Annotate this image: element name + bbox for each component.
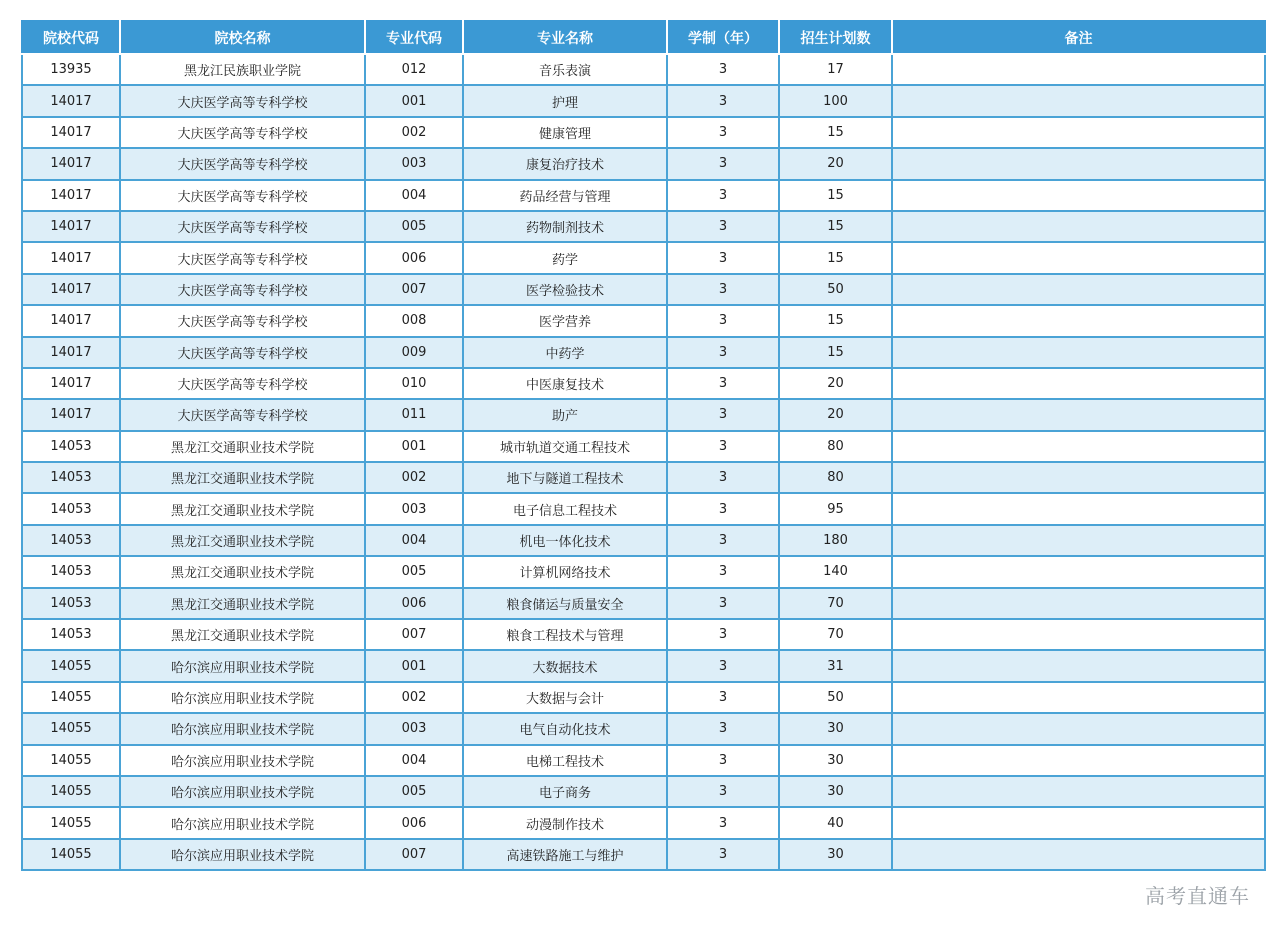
cell-major-name: 医学检验技术	[463, 274, 667, 305]
table-row	[22, 305, 1265, 336]
cell-major-code: 004	[365, 745, 463, 776]
cell-major-name: 电梯工程技术	[463, 745, 667, 776]
cell-major-name: 医学营养	[463, 305, 667, 336]
cell-plan-count: 70	[779, 588, 892, 619]
cell-school-name: 黑龙江交通职业技术学院	[120, 588, 365, 619]
header-school-name: 院校名称	[120, 21, 365, 54]
cell-school-name: 黑龙江交通职业技术学院	[120, 525, 365, 556]
cell-school-name: 大庆医学高等专科学校	[120, 211, 365, 242]
cell-remarks	[892, 745, 1265, 776]
table-row	[22, 274, 1265, 305]
cell-school-name: 哈尔滨应用职业技术学院	[120, 776, 365, 807]
cell-school-name: 哈尔滨应用职业技术学院	[120, 682, 365, 713]
cell-major-code: 001	[365, 431, 463, 462]
cell-duration: 3	[667, 776, 779, 807]
cell-major-name: 粮食工程技术与管理	[463, 619, 667, 650]
cell-major-code: 008	[365, 305, 463, 336]
table-row	[22, 839, 1265, 870]
cell-school-code: 14055	[22, 745, 120, 776]
cell-duration: 3	[667, 54, 779, 85]
cell-remarks	[892, 525, 1265, 556]
cell-major-name: 中医康复技术	[463, 368, 667, 399]
cell-major-code: 010	[365, 368, 463, 399]
cell-school-name: 黑龙江交通职业技术学院	[120, 619, 365, 650]
cell-duration: 3	[667, 462, 779, 493]
cell-duration: 3	[667, 305, 779, 336]
cell-school-code: 14053	[22, 588, 120, 619]
cell-remarks	[892, 776, 1265, 807]
cell-school-code: 14055	[22, 776, 120, 807]
cell-school-code: 14055	[22, 839, 120, 870]
cell-plan-count: 20	[779, 399, 892, 430]
header-duration: 学制（年）	[667, 21, 779, 54]
cell-remarks	[892, 431, 1265, 462]
cell-plan-count: 100	[779, 85, 892, 116]
cell-major-name: 城市轨道交通工程技术	[463, 431, 667, 462]
cell-plan-count: 15	[779, 180, 892, 211]
cell-major-code: 007	[365, 274, 463, 305]
cell-school-name: 大庆医学高等专科学校	[120, 242, 365, 273]
cell-plan-count: 31	[779, 650, 892, 681]
cell-duration: 3	[667, 431, 779, 462]
cell-duration: 3	[667, 713, 779, 744]
cell-plan-count: 30	[779, 745, 892, 776]
cell-plan-count: 180	[779, 525, 892, 556]
watermark-text: 高考直通车	[1145, 884, 1250, 908]
cell-major-name: 药物制剂技术	[463, 211, 667, 242]
cell-school-code: 14053	[22, 619, 120, 650]
cell-major-code: 004	[365, 525, 463, 556]
cell-duration: 3	[667, 588, 779, 619]
cell-major-code: 009	[365, 337, 463, 368]
cell-remarks	[892, 493, 1265, 524]
cell-plan-count: 15	[779, 242, 892, 273]
cell-remarks	[892, 556, 1265, 587]
cell-duration: 3	[667, 525, 779, 556]
cell-school-name: 大庆医学高等专科学校	[120, 85, 365, 116]
cell-school-code: 14017	[22, 211, 120, 242]
cell-remarks	[892, 713, 1265, 744]
cell-major-name: 健康管理	[463, 117, 667, 148]
cell-school-code: 14053	[22, 525, 120, 556]
cell-school-name: 大庆医学高等专科学校	[120, 368, 365, 399]
cell-major-code: 007	[365, 839, 463, 870]
table-row	[22, 682, 1265, 713]
table-row	[22, 148, 1265, 179]
cell-remarks	[892, 211, 1265, 242]
cell-plan-count: 15	[779, 305, 892, 336]
cell-remarks	[892, 274, 1265, 305]
table-row	[22, 776, 1265, 807]
cell-plan-count: 17	[779, 54, 892, 85]
cell-school-name: 哈尔滨应用职业技术学院	[120, 807, 365, 838]
cell-school-code: 14017	[22, 180, 120, 211]
cell-school-code: 14017	[22, 242, 120, 273]
cell-remarks	[892, 650, 1265, 681]
cell-school-name: 大庆医学高等专科学校	[120, 337, 365, 368]
cell-major-name: 粮食储运与质量安全	[463, 588, 667, 619]
cell-school-name: 大庆医学高等专科学校	[120, 148, 365, 179]
cell-major-name: 大数据与会计	[463, 682, 667, 713]
cell-school-name: 大庆医学高等专科学校	[120, 274, 365, 305]
cell-school-code: 14053	[22, 462, 120, 493]
cell-remarks	[892, 839, 1265, 870]
header-plan-count: 招生计划数	[779, 21, 892, 54]
cell-major-code: 006	[365, 588, 463, 619]
table-row	[22, 399, 1265, 430]
table-row	[22, 588, 1265, 619]
cell-school-name: 黑龙江民族职业学院	[120, 54, 365, 85]
cell-remarks	[892, 619, 1265, 650]
cell-remarks	[892, 85, 1265, 116]
cell-major-code: 005	[365, 211, 463, 242]
header-major-code: 专业代码	[365, 21, 463, 54]
cell-major-code: 012	[365, 54, 463, 85]
table-row	[22, 180, 1265, 211]
table-row	[22, 431, 1265, 462]
cell-duration: 3	[667, 619, 779, 650]
header-major-name: 专业名称	[463, 21, 667, 54]
cell-school-code: 14017	[22, 274, 120, 305]
cell-school-code: 14017	[22, 148, 120, 179]
cell-duration: 3	[667, 242, 779, 273]
cell-remarks	[892, 180, 1265, 211]
cell-school-name: 哈尔滨应用职业技术学院	[120, 713, 365, 744]
cell-remarks	[892, 148, 1265, 179]
table-body	[22, 54, 1265, 870]
cell-school-code: 14055	[22, 807, 120, 838]
cell-duration: 3	[667, 368, 779, 399]
cell-plan-count: 15	[779, 337, 892, 368]
cell-school-code: 14017	[22, 117, 120, 148]
cell-duration: 3	[667, 180, 779, 211]
cell-major-code: 002	[365, 117, 463, 148]
table-row	[22, 525, 1265, 556]
cell-major-name: 地下与隧道工程技术	[463, 462, 667, 493]
cell-remarks	[892, 807, 1265, 838]
cell-major-name: 动漫制作技术	[463, 807, 667, 838]
admission-plan-table-container	[21, 20, 1264, 871]
cell-remarks	[892, 682, 1265, 713]
cell-major-code: 003	[365, 148, 463, 179]
cell-school-code: 14017	[22, 368, 120, 399]
cell-major-code: 001	[365, 650, 463, 681]
table-row	[22, 242, 1265, 273]
cell-school-name: 黑龙江交通职业技术学院	[120, 431, 365, 462]
cell-remarks	[892, 305, 1265, 336]
cell-duration: 3	[667, 85, 779, 116]
cell-plan-count: 30	[779, 839, 892, 870]
cell-school-code: 14017	[22, 305, 120, 336]
cell-duration: 3	[667, 148, 779, 179]
table-row	[22, 713, 1265, 744]
cell-plan-count: 80	[779, 462, 892, 493]
cell-remarks	[892, 462, 1265, 493]
cell-major-name: 护理	[463, 85, 667, 116]
cell-major-name: 电气自动化技术	[463, 713, 667, 744]
admission-plan-table	[21, 20, 1266, 871]
table-row	[22, 54, 1265, 85]
cell-major-name: 音乐表演	[463, 54, 667, 85]
cell-major-name: 康复治疗技术	[463, 148, 667, 179]
cell-major-name: 电子商务	[463, 776, 667, 807]
cell-major-name: 大数据技术	[463, 650, 667, 681]
cell-major-code: 003	[365, 493, 463, 524]
cell-major-name: 机电一体化技术	[463, 525, 667, 556]
cell-major-code: 006	[365, 807, 463, 838]
table-row	[22, 85, 1265, 116]
cell-major-code: 006	[365, 242, 463, 273]
cell-plan-count: 50	[779, 682, 892, 713]
cell-duration: 3	[667, 337, 779, 368]
table-row	[22, 807, 1265, 838]
cell-plan-count: 70	[779, 619, 892, 650]
cell-remarks	[892, 588, 1265, 619]
table-header-row	[22, 21, 1265, 54]
cell-plan-count: 140	[779, 556, 892, 587]
cell-school-name: 哈尔滨应用职业技术学院	[120, 650, 365, 681]
cell-school-code: 14017	[22, 337, 120, 368]
cell-major-name: 药品经营与管理	[463, 180, 667, 211]
table-row	[22, 493, 1265, 524]
header-remarks: 备注	[892, 21, 1265, 54]
cell-school-name: 哈尔滨应用职业技术学院	[120, 839, 365, 870]
cell-major-name: 药学	[463, 242, 667, 273]
cell-school-code: 14053	[22, 431, 120, 462]
cell-duration: 3	[667, 839, 779, 870]
cell-plan-count: 95	[779, 493, 892, 524]
cell-major-code: 001	[365, 85, 463, 116]
cell-remarks	[892, 337, 1265, 368]
table-row	[22, 337, 1265, 368]
table-row	[22, 745, 1265, 776]
cell-remarks	[892, 242, 1265, 273]
cell-major-name: 高速铁路施工与维护	[463, 839, 667, 870]
table-row	[22, 619, 1265, 650]
cell-duration: 3	[667, 556, 779, 587]
cell-school-name: 大庆医学高等专科学校	[120, 399, 365, 430]
table-row	[22, 462, 1265, 493]
cell-major-code: 011	[365, 399, 463, 430]
cell-duration: 3	[667, 211, 779, 242]
cell-major-name: 助产	[463, 399, 667, 430]
cell-duration: 3	[667, 493, 779, 524]
cell-major-code: 004	[365, 180, 463, 211]
cell-major-code: 007	[365, 619, 463, 650]
cell-school-name: 哈尔滨应用职业技术学院	[120, 745, 365, 776]
cell-school-name: 大庆医学高等专科学校	[120, 180, 365, 211]
cell-plan-count: 30	[779, 776, 892, 807]
cell-school-code: 14017	[22, 85, 120, 116]
cell-remarks	[892, 117, 1265, 148]
cell-school-code: 14053	[22, 556, 120, 587]
table-row	[22, 556, 1265, 587]
cell-duration: 3	[667, 682, 779, 713]
table-row	[22, 650, 1265, 681]
cell-plan-count: 20	[779, 148, 892, 179]
cell-duration: 3	[667, 399, 779, 430]
cell-duration: 3	[667, 274, 779, 305]
cell-school-code: 13935	[22, 54, 120, 85]
cell-plan-count: 15	[779, 117, 892, 148]
cell-school-name: 黑龙江交通职业技术学院	[120, 556, 365, 587]
cell-major-code: 003	[365, 713, 463, 744]
cell-duration: 3	[667, 650, 779, 681]
cell-plan-count: 40	[779, 807, 892, 838]
cell-major-code: 005	[365, 556, 463, 587]
cell-plan-count: 20	[779, 368, 892, 399]
cell-school-code: 14055	[22, 713, 120, 744]
cell-school-name: 黑龙江交通职业技术学院	[120, 493, 365, 524]
cell-school-name: 大庆医学高等专科学校	[120, 117, 365, 148]
table-row	[22, 368, 1265, 399]
cell-plan-count: 30	[779, 713, 892, 744]
cell-major-code: 002	[365, 462, 463, 493]
cell-school-code: 14055	[22, 650, 120, 681]
cell-school-code: 14017	[22, 399, 120, 430]
cell-school-name: 大庆医学高等专科学校	[120, 305, 365, 336]
cell-remarks	[892, 399, 1265, 430]
cell-major-name: 电子信息工程技术	[463, 493, 667, 524]
table-row	[22, 211, 1265, 242]
cell-school-code: 14055	[22, 682, 120, 713]
cell-duration: 3	[667, 807, 779, 838]
cell-plan-count: 80	[779, 431, 892, 462]
table-row	[22, 117, 1265, 148]
cell-duration: 3	[667, 745, 779, 776]
cell-remarks	[892, 368, 1265, 399]
cell-major-code: 002	[365, 682, 463, 713]
header-school-code: 院校代码	[22, 21, 120, 54]
cell-school-code: 14053	[22, 493, 120, 524]
cell-plan-count: 15	[779, 211, 892, 242]
cell-school-name: 黑龙江交通职业技术学院	[120, 462, 365, 493]
cell-major-code: 005	[365, 776, 463, 807]
cell-remarks	[892, 54, 1265, 85]
cell-major-name: 计算机网络技术	[463, 556, 667, 587]
cell-plan-count: 50	[779, 274, 892, 305]
cell-duration: 3	[667, 117, 779, 148]
cell-major-name: 中药学	[463, 337, 667, 368]
